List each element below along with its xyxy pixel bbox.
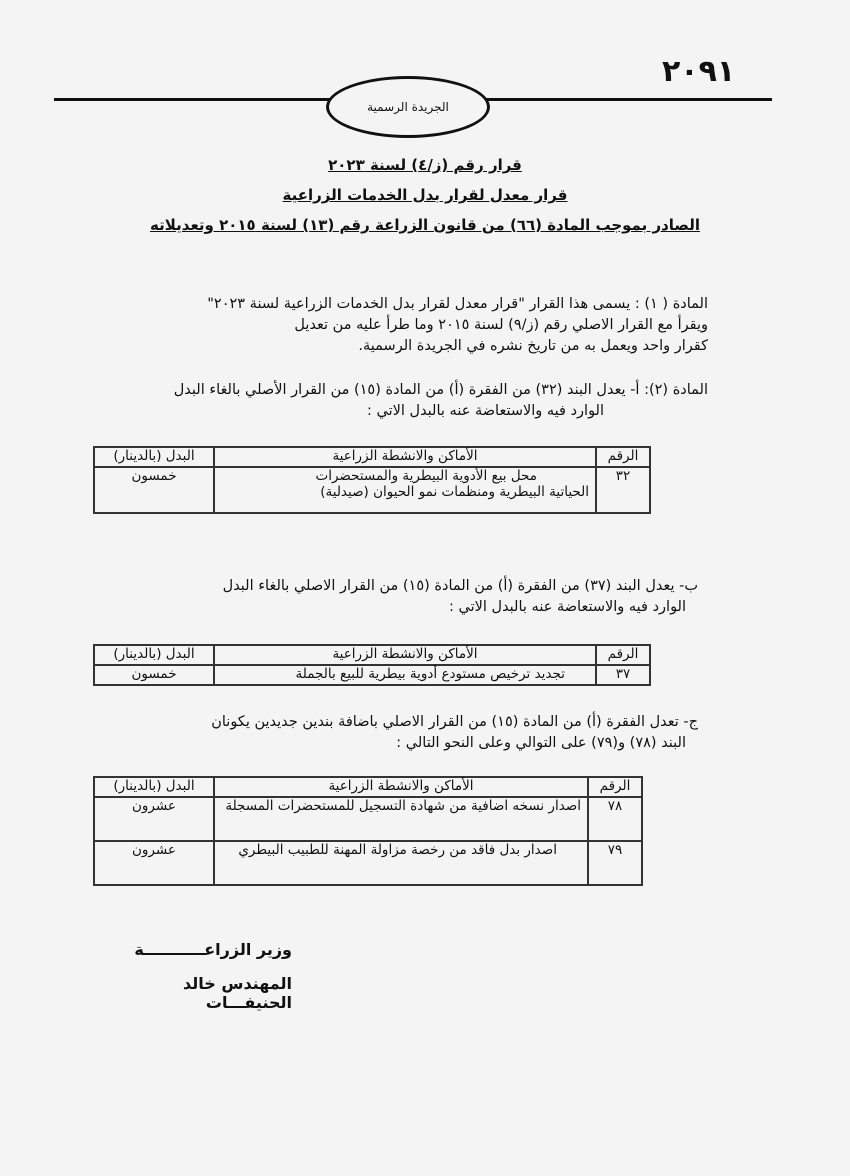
row-fee: خمسون (94, 665, 214, 685)
row-number: ٣٢ (596, 467, 650, 513)
row-number: ٧٩ (588, 841, 642, 885)
fee-table-c (93, 776, 643, 886)
row-fee: عشرون (94, 797, 214, 841)
header-activities: الأماكن والانشطة الزراعية (214, 645, 596, 665)
row-number: ٧٨ (588, 797, 642, 841)
gazette-label: الجريدة الرسمية (367, 100, 449, 114)
article-1-line: ويقرأ مع القرار الاصلي رقم (ز/٩) لسنة ٢٠١٥ وما طرأ عليه من تعديل (294, 317, 708, 333)
table-row (94, 797, 642, 841)
table-header-row (94, 777, 642, 797)
article-2b-line: الوارد فيه والاستعاضة عنه بالبدل الاتي : (449, 599, 686, 615)
article-2a (98, 380, 708, 422)
article-2b (98, 576, 708, 618)
table-row (94, 467, 650, 513)
minister-title: وزير الزراعـــــــــــة (134, 940, 292, 959)
header-fee: البدل (بالدينار) (94, 777, 214, 797)
article-2a-line: الوارد فيه والاستعاضة عنه بالبدل الاتي : (367, 403, 604, 419)
table-header-row (94, 645, 650, 665)
header-number: الرقم (588, 777, 642, 797)
fee-table-b (93, 644, 651, 686)
decision-basis: الصادر بموجب المادة (٦٦) من قانون الزراعة رقم (١٣) لسنة ٢٠١٥ وتعديلاته (150, 216, 700, 234)
fee-table-a (93, 446, 651, 514)
article-2c (98, 712, 708, 754)
row-activity: اصدار نسخه اضافية من شهادة التسجيل للمستحضرات المسجلة (214, 797, 588, 841)
article-2a-line: المادة (٢): أ- يعدل البند (٣٢) من الفقرة (أ) من المادة (١٥) من القرار الأصلي بالغاء البدل (173, 382, 708, 398)
row-fee: عشرون (94, 841, 214, 885)
row-number: ٣٧ (596, 665, 650, 685)
article-1-line: كقرار واحد ويعمل به من تاريخ نشره في الجريدة الرسمية. (358, 338, 708, 354)
article-2b-line: ب- يعدل البند (٣٧) من الفقرة (أ) من المادة (١٥) من القرار الاصلي بالغاء البدل (222, 578, 698, 594)
gazette-header-oval (326, 76, 490, 138)
article-2c-line: ج- تعدل الفقرة (أ) من المادة (١٥) من القرار الاصلي باضافة بندين جديدين يكونان (211, 714, 698, 730)
row-activity: تجديد ترخيص مستودع أدوية بيطرية للبيع بالجملة (214, 665, 596, 685)
row-fee: خمسون (94, 467, 214, 513)
header-fee: البدل (بالدينار) (94, 447, 214, 467)
decision-title: قرار رقم (ز/٤) لسنة ٢٠٢٣ (328, 156, 522, 174)
table-row (94, 841, 642, 885)
article-2c-line: البند (٧٨) و(٧٩) على التوالي وعلى النحو التالي : (396, 735, 686, 751)
article-1 (98, 294, 708, 357)
row-activity: محل بيع الأدوية البيطرية والمستحضرات الحياتية البيطرية ومنظمات نمو الحيوان (صيدلية) (214, 467, 596, 513)
header-fee: البدل (بالدينار) (94, 645, 214, 665)
row-activity: اصدار بدل فاقد من رخصة مزاولة المهنة للطبيب البيطري (214, 841, 588, 885)
decision-subtitle: قرار معدل لقرار بدل الخدمات الزراعية (282, 186, 568, 204)
header-number: الرقم (596, 645, 650, 665)
article-1-line: المادة ( ١) : يسمى هذا القرار "قرار معدل لقرار بدل الخدمات الزراعية لسنة ٢٠٢٣" (207, 296, 708, 312)
minister-name: المهندس خالد الحنيفـــات (183, 974, 292, 1012)
header-activities: الأماكن والانشطة الزراعية (214, 447, 596, 467)
header-number: الرقم (596, 447, 650, 467)
table-header-row (94, 447, 650, 467)
page-number: ٢٠٩١ (662, 54, 736, 89)
header-activities: الأماكن والانشطة الزراعية (214, 777, 588, 797)
table-row (94, 665, 650, 685)
